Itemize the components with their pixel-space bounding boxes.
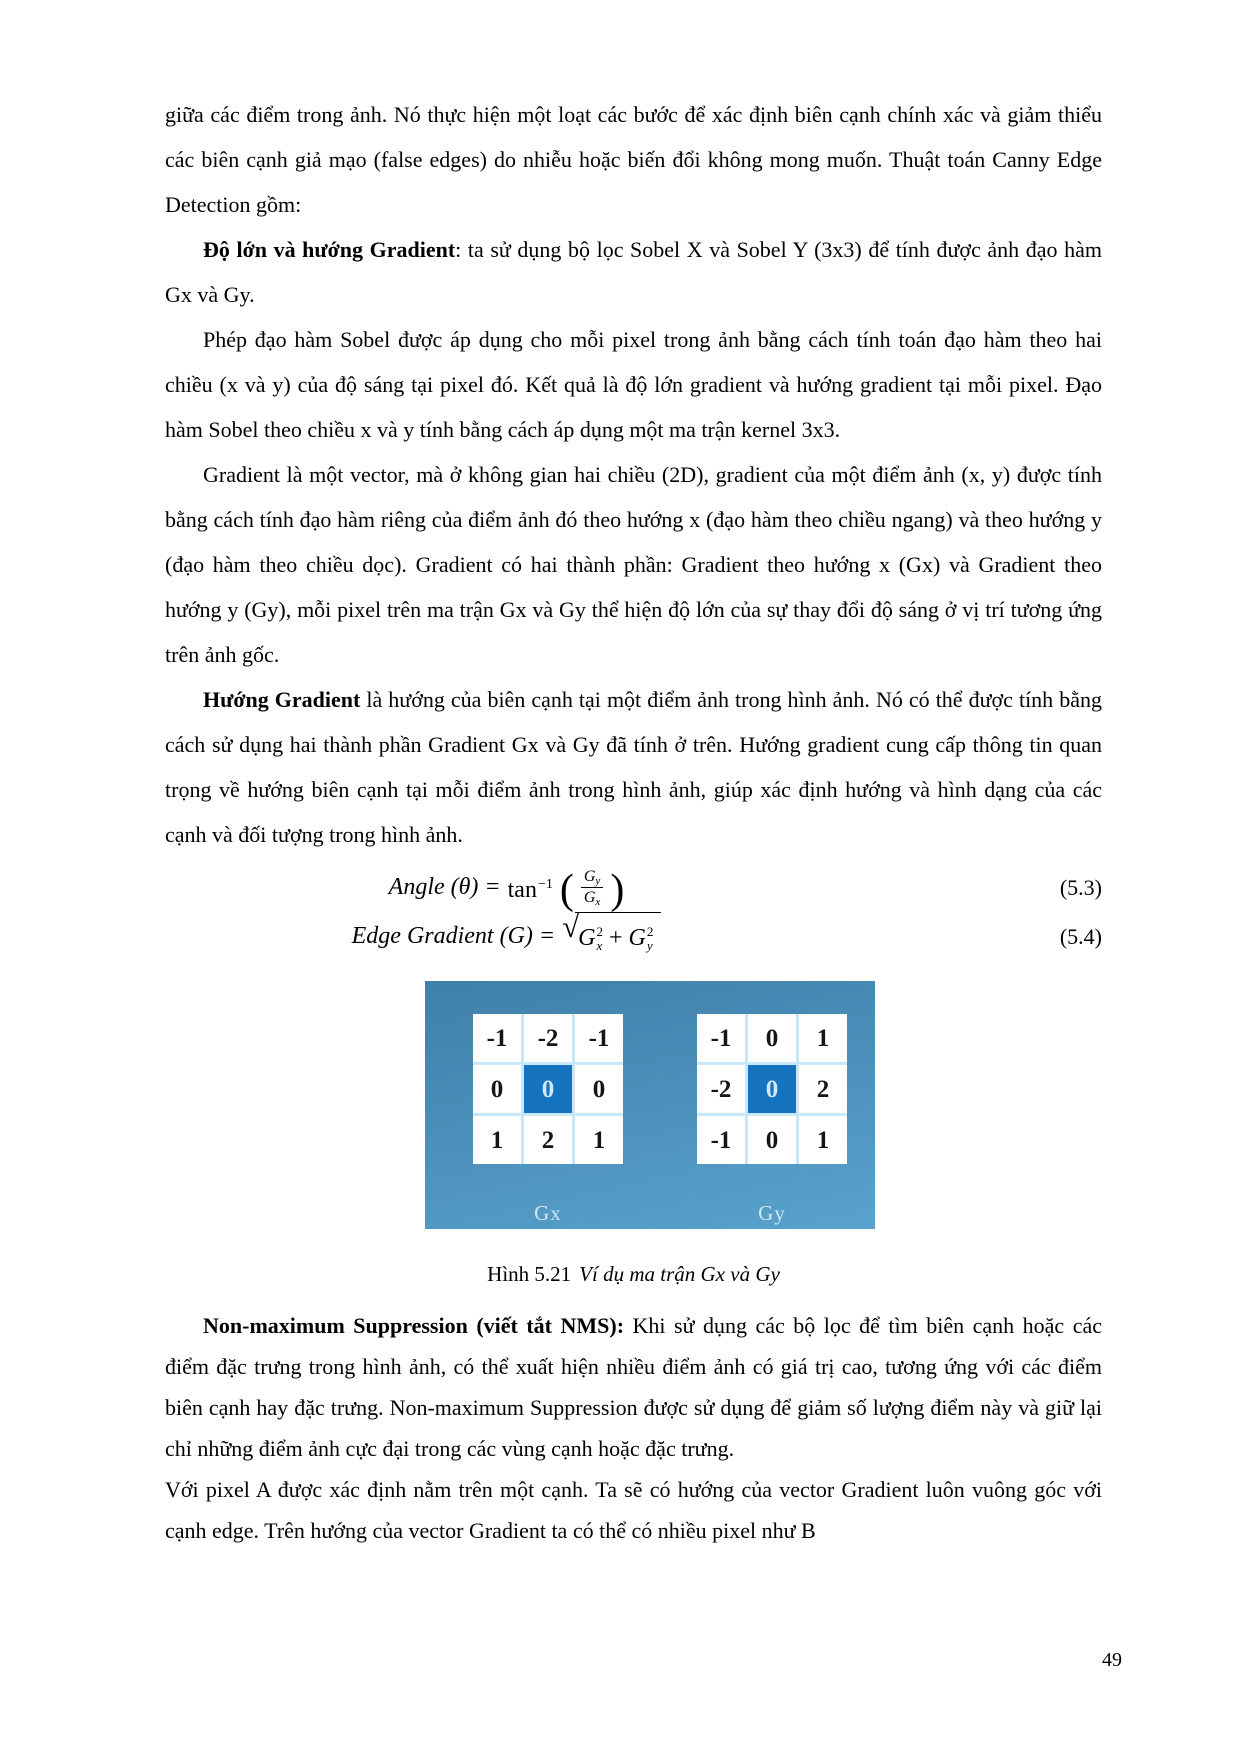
kernel-cell: 0: [575, 1065, 623, 1113]
kernel-cell: 0: [473, 1065, 521, 1113]
paragraph-gradient-direction-rest: là hướng của biên cạnh tại một điểm ảnh trong hình ảnh. Nó có thể được tính bằng cách sử dụng hai thành phần Gradient Gx và Gy đã tính ở trên. Hướng gradient cung cấp thông tin quan trọng về hướng biên cạnh tại mỗi điểm ảnh trong hình ảnh, giúp xác định hướng và hình dạng của các cạnh và đối tượng trong hình ảnh.: [165, 687, 1102, 847]
kernel-cell: 1: [799, 1116, 847, 1164]
kernel-cell: 2: [799, 1065, 847, 1113]
paragraph-canny-intro: giữa các điểm trong ảnh. Nó thực hiện một loạt các bước để xác định biên cạnh chính xác và giảm thiểu các biên cạnh giả mạo (false edges) do nhiễu hoặc biến đổi không mong muốn. Thuật toán Canny Edge Detection gồm:: [165, 102, 1102, 217]
text-column: [165, 92, 1102, 1551]
kernel-cell: 0: [748, 1014, 796, 1062]
kernel-cell-center: 0: [748, 1065, 796, 1113]
kernel-cell: -2: [524, 1014, 572, 1062]
kernel-cell: 1: [473, 1116, 521, 1164]
figure-sobel-kernels: [425, 981, 875, 1229]
kernel-cell: -1: [473, 1014, 521, 1062]
eq2-term-gx2: G 2 x: [578, 923, 603, 953]
kernel-cell: -1: [697, 1116, 745, 1164]
paragraph-gradient-direction: [165, 677, 1102, 857]
paragraph-nms: [165, 1305, 1102, 1469]
gy-kernel: [697, 1014, 847, 1229]
figure-caption-number: Hình 5.21: [487, 1262, 572, 1286]
paragraph-pixel-a: Với pixel A được xác định nằm trên một cạnh. Ta sẽ có hướng của vector Gradient luôn vuông góc với cạnh edge. Trên hướng của vector Gradient ta có thể có nhiều pixel như B: [165, 1477, 1102, 1543]
kernel-cell: -2: [697, 1065, 745, 1113]
radical-sign: √: [562, 909, 580, 944]
kernel-cell: 1: [575, 1116, 623, 1164]
paragraph-nms-rest: Khi sử dụng các bộ lọc để tìm biên cạnh hoặc các điểm đặc trưng trong hình ảnh, có thể xuất hiện nhiều điểm ảnh có giá trị cao, tương ứng với các điểm biên cạnh hay đặc trưng. Non-maximum Suppression được sử dụng để giảm số lượng điểm này và giữ lại chỉ những điểm ảnh cực đại trong các vùng cạnh hoặc đặc trưng.: [165, 1313, 1102, 1461]
eq2-square-root: [562, 909, 661, 961]
gx-kernel-grid: [473, 1014, 623, 1164]
bold-lead-non-maximum-suppression: Non-maximum Suppression (viết tắt NMS):: [203, 1313, 625, 1338]
equation-number-5-3: (5.3): [1059, 875, 1102, 900]
gx-label: Gx: [534, 1201, 562, 1225]
eq2-radicand: [575, 912, 661, 961]
equation-block: [165, 863, 1102, 961]
paragraph-sobel-derivative: Phép đạo hàm Sobel được áp dụng cho mỗi pixel trong ảnh bằng cách tính toán đạo hàm theo hai chiều (x và y) của độ sáng tại pixel đó. Kết quả là độ lớn gradient và hướng gradient tại mỗi pixel. Đạo hàm Sobel theo chiều x và y tính bằng cách áp dụng một ma trận kernel 3x3.: [165, 327, 1102, 442]
kernel-cell: -1: [575, 1014, 623, 1062]
figure-caption-title: Ví dụ ma trận Gx và Gy: [579, 1262, 780, 1286]
page-number: 49: [1102, 1649, 1122, 1671]
kernel-cell: -1: [697, 1014, 745, 1062]
kernel-cell: 1: [799, 1014, 847, 1062]
eq1-tan-exponent: −1: [537, 877, 553, 892]
equation-5-4-body: [165, 909, 1018, 961]
gy-label: Gy: [758, 1201, 786, 1225]
paragraph-gradient-magnitude-rest: : ta sử dụng bộ lọc Sobel X và Sobel Y (3x3) để tính được ảnh đạo hàm Gx và Gy.: [165, 237, 1102, 307]
gx-kernel: [473, 1014, 623, 1229]
equation-5-3: [165, 863, 1102, 912]
equation-5-3-body: Angle (θ) = tan$^{-1}$ ( G y G x ): [165, 862, 1018, 913]
kernel-cell: 2: [524, 1116, 572, 1164]
eq2-term-gy2: G 2 y: [628, 923, 654, 953]
lower-text-block: [165, 1305, 1102, 1551]
gy-kernel-grid: [697, 1014, 847, 1164]
eq1-fraction-numerator: G y: [581, 868, 603, 888]
eq1-fraction: [581, 868, 603, 908]
eq2-plus-sign: +: [608, 925, 623, 951]
eq1-tan: tan$^{-1}$: [507, 877, 553, 903]
equation-number-5-4: (5.4): [1059, 924, 1102, 949]
bold-lead-huong-gradient: Hướng Gradient: [203, 687, 361, 712]
eq2-lhs: Edge Gradient (G) =: [351, 923, 556, 949]
eq1-fraction-denominator: G x: [583, 889, 601, 908]
kernel-cell: 0: [748, 1116, 796, 1164]
figure-caption: [165, 1260, 1102, 1288]
equation-5-4: [165, 909, 1102, 961]
paragraph-gradient-magnitude: [165, 227, 1102, 317]
kernel-cell-center: 0: [524, 1065, 572, 1113]
bold-lead-do-lon-va-huong-gradient: Độ lớn và hướng Gradient: [203, 237, 456, 262]
paragraph-gradient-vector: Gradient là một vector, mà ở không gian hai chiều (2D), gradient của một điểm ảnh (x, y) được tính bằng cách tính đạo hàm riêng của điểm ảnh đó theo hướng x (đạo hàm theo chiều ngang) và theo hướng y (đạo hàm theo chiều dọc). Gradient có hai thành phần: Gradient theo hướng x (Gx) và Gradient theo hướng y (Gy), mỗi pixel trên ma trận Gx và Gy thể hiện độ lớn của sự thay đổi độ sáng ở vị trí tương ứng trên ảnh gốc.: [165, 462, 1102, 667]
eq1-lhs: Angle (θ) =: [388, 874, 501, 900]
